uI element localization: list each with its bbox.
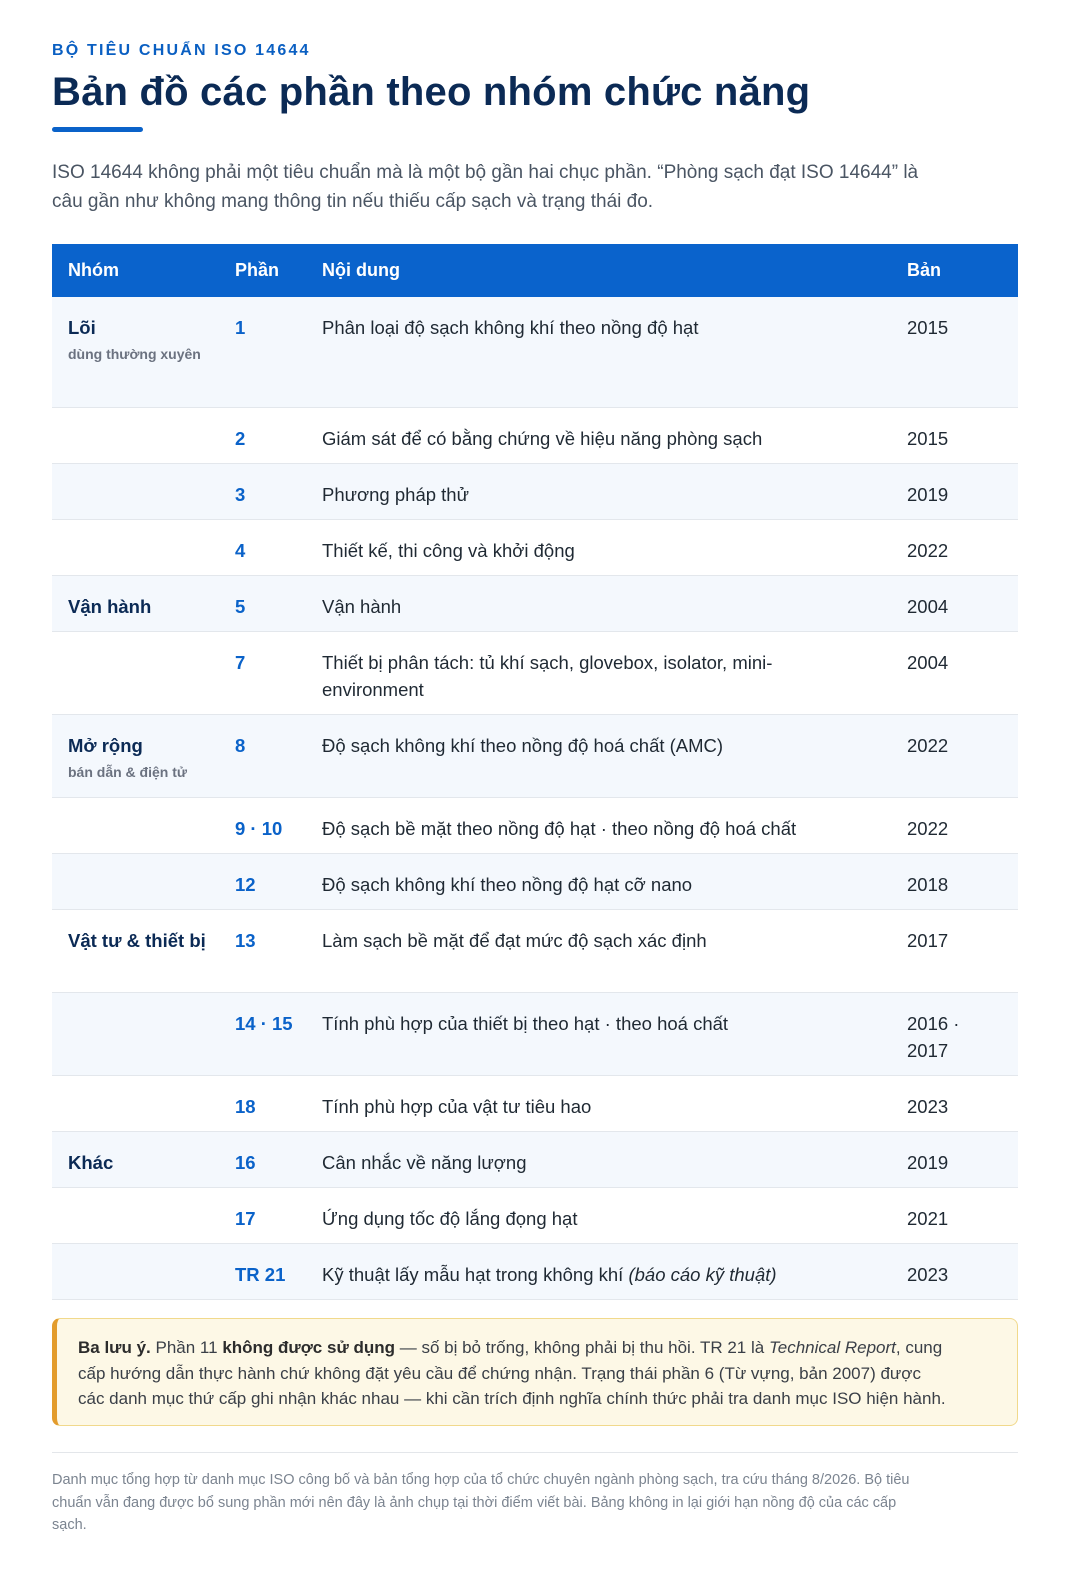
content-text: Làm sạch bề mặt để đạt mức độ sạch xác định [322, 930, 707, 951]
table-row [52, 1132, 1018, 1188]
content-text: Tính phù hợp của thiết bị theo hạt · theo hoá chất [322, 1013, 729, 1034]
row-content [322, 815, 862, 842]
row-content [322, 314, 862, 341]
table-row [52, 993, 1018, 1076]
row-part: 5 [235, 596, 246, 617]
row-part: 7 [235, 652, 246, 673]
content-text: Phân loại độ sạch không khí theo nồng độ hạt [322, 317, 699, 338]
table-header [52, 244, 1018, 297]
table-row [52, 910, 1018, 993]
footer-divider [52, 1452, 1018, 1453]
row-edition: 2004 [907, 596, 949, 617]
row-content [322, 649, 862, 703]
content-text: Độ sạch không khí theo nồng độ hoá chất (AMC) [322, 735, 724, 756]
title-underline [52, 127, 143, 132]
row-content [322, 1149, 862, 1176]
note-italic: Technical Report [768, 1338, 896, 1357]
content-text: Độ sạch bề mặt theo nồng độ hạt · theo nồng độ hoá chất [322, 818, 797, 839]
row-content [322, 1205, 862, 1232]
row-edition: 2004 [907, 652, 949, 673]
header-content: Nội dung [322, 260, 400, 280]
note-line: cấp hướng dẫn thực hành chứ không đặt yêu cầu để chứng nhận. Trạng thái phần 6 (Từ vựng, bản 2007) được [78, 1363, 921, 1383]
eyebrow: BỘ TIÊU CHUẨN ISO 14644 [52, 42, 311, 59]
row-content [322, 871, 862, 898]
footer-line: Danh mục tổng hợp từ danh mục ISO công bố và bản tổng hợp của tổ chức chuyên ngành phòng sạch, tra cứu tháng 8/2026. Bộ tiêu [52, 1472, 910, 1488]
content-text: Kỹ thuật lấy mẫu hạt trong không khí [322, 1264, 624, 1285]
row-content [322, 481, 862, 508]
row-edition: 2023 [907, 1096, 949, 1117]
row-edition: 2022 [907, 540, 949, 561]
row-group [68, 1149, 218, 1176]
note-lead: Ba lưu ý. [78, 1338, 151, 1357]
row-part: 12 [235, 874, 256, 895]
row-part: 3 [235, 484, 246, 505]
row-part: 9 · 10 [235, 818, 283, 839]
table-row [52, 576, 1018, 632]
group-label: Lõi [68, 317, 96, 338]
intro-paragraph [52, 158, 1012, 216]
table-row [52, 297, 1018, 408]
table-row [52, 715, 1018, 798]
row-edition: 2018 [907, 874, 949, 895]
row-content [322, 1093, 862, 1120]
intro-line: câu gần như không mang thông tin nếu thiếu cấp sạch và trạng thái đo. [52, 191, 654, 212]
note-text: , cung [895, 1338, 943, 1357]
footer-note [52, 1469, 1018, 1537]
row-edition: 2015 [907, 428, 949, 449]
row-edition: 2022 [907, 735, 949, 756]
row-part: 17 [235, 1208, 256, 1229]
table-row [52, 798, 1018, 854]
table-row [52, 1244, 1018, 1300]
content-text: Giám sát để có bằng chứng về hiệu năng phòng sạch [322, 428, 763, 449]
note-text: Phần 11 [150, 1338, 223, 1357]
content-text: Ứng dụng tốc độ lắng đọng hạt [322, 1208, 578, 1229]
content-text: Phương pháp thử [322, 484, 469, 505]
row-part: 1 [235, 317, 246, 338]
content-text: Cân nhắc về năng lượng [322, 1152, 527, 1173]
row-content [322, 593, 862, 620]
table-row [52, 854, 1018, 910]
callout-note [52, 1318, 1018, 1426]
row-part: 13 [235, 930, 256, 951]
header-part: Phần [235, 260, 280, 280]
group-label: Vận hành [68, 596, 152, 617]
group-label: Mở rộng [68, 735, 143, 756]
row-content [322, 1010, 862, 1037]
row-part: 8 [235, 735, 246, 756]
content-text: Thiết kế, thi công và khởi động [322, 540, 575, 561]
row-edition: 2023 [907, 1264, 949, 1285]
table-row [52, 464, 1018, 520]
table-row [52, 408, 1018, 464]
row-part: TR 21 [235, 1264, 286, 1285]
row-group [68, 732, 218, 786]
parts-table [52, 244, 1018, 1300]
intro-line: ISO 14644 không phải một tiêu chuẩn mà là một bộ gần hai chục phần. “Phòng sạch đạt ISO 14644” là [52, 162, 919, 183]
group-sublabel: dùng thường xuyên [68, 346, 201, 362]
row-content [322, 1261, 862, 1288]
group-sublabel: bán dẫn & điện tử [68, 764, 188, 780]
row-content [322, 425, 862, 452]
row-group [68, 314, 218, 368]
footer-line: chuẩn vẫn đang được bổ sung phần mới nên đây là ảnh chụp tại thời điểm viết bài. Bảng không in lại giới hạn nồng độ của các cấp [52, 1494, 897, 1511]
table-row [52, 1076, 1018, 1132]
row-edition: 2022 [907, 818, 949, 839]
row-edition: 2021 [907, 1208, 949, 1229]
row-edition: 2019 [907, 1152, 949, 1173]
note-line [78, 1335, 997, 1361]
note-line: các danh mục thứ cấp ghi nhận khác nhau — khi cần trích định nghĩa chính thức phải tra danh mục ISO hiện hành. [78, 1389, 946, 1408]
row-edition: 2015 [907, 317, 949, 338]
row-part: 14 · 15 [235, 1013, 293, 1034]
content-text: Độ sạch không khí theo nồng độ hạt cỡ nano [322, 874, 693, 895]
content-text: Vận hành [322, 596, 402, 617]
table-row [52, 520, 1018, 576]
row-part: 18 [235, 1096, 256, 1117]
content-text: Tính phù hợp của vật tư tiêu hao [322, 1096, 592, 1117]
group-label: Khác [68, 1152, 114, 1173]
page-title: Bản đồ các phần theo nhóm chức năng [52, 70, 811, 114]
row-edition: 2019 [907, 484, 949, 505]
content-note: (báo cáo kỹ thuật) [628, 1264, 777, 1285]
table-row [52, 632, 1018, 715]
row-part: 16 [235, 1152, 256, 1173]
row-group [68, 593, 218, 620]
row-edition: 2017 [907, 930, 949, 951]
row-part: 2 [235, 428, 246, 449]
header-group: Nhóm [68, 260, 119, 280]
note-text: — số bị bỏ trống, không phải bị thu hồi. TR 21 là [395, 1338, 769, 1357]
content-text: Thiết bị phân tách: tủ khí sạch, glovebox, isolator, mini-environment [322, 652, 773, 700]
row-content [322, 537, 862, 564]
row-group [68, 927, 218, 954]
footer-line: sạch. [52, 1517, 87, 1533]
note-bold: không được sử dụng [222, 1338, 396, 1357]
group-label: Vật tư & thiết bị [68, 930, 206, 951]
row-content [322, 927, 862, 954]
row-content [322, 732, 862, 759]
row-part: 4 [235, 540, 246, 561]
table-row [52, 1188, 1018, 1244]
row-edition: 2016 · 2017 [907, 1013, 960, 1061]
table-body [52, 297, 1018, 1300]
header-edition: Bản [907, 260, 942, 280]
